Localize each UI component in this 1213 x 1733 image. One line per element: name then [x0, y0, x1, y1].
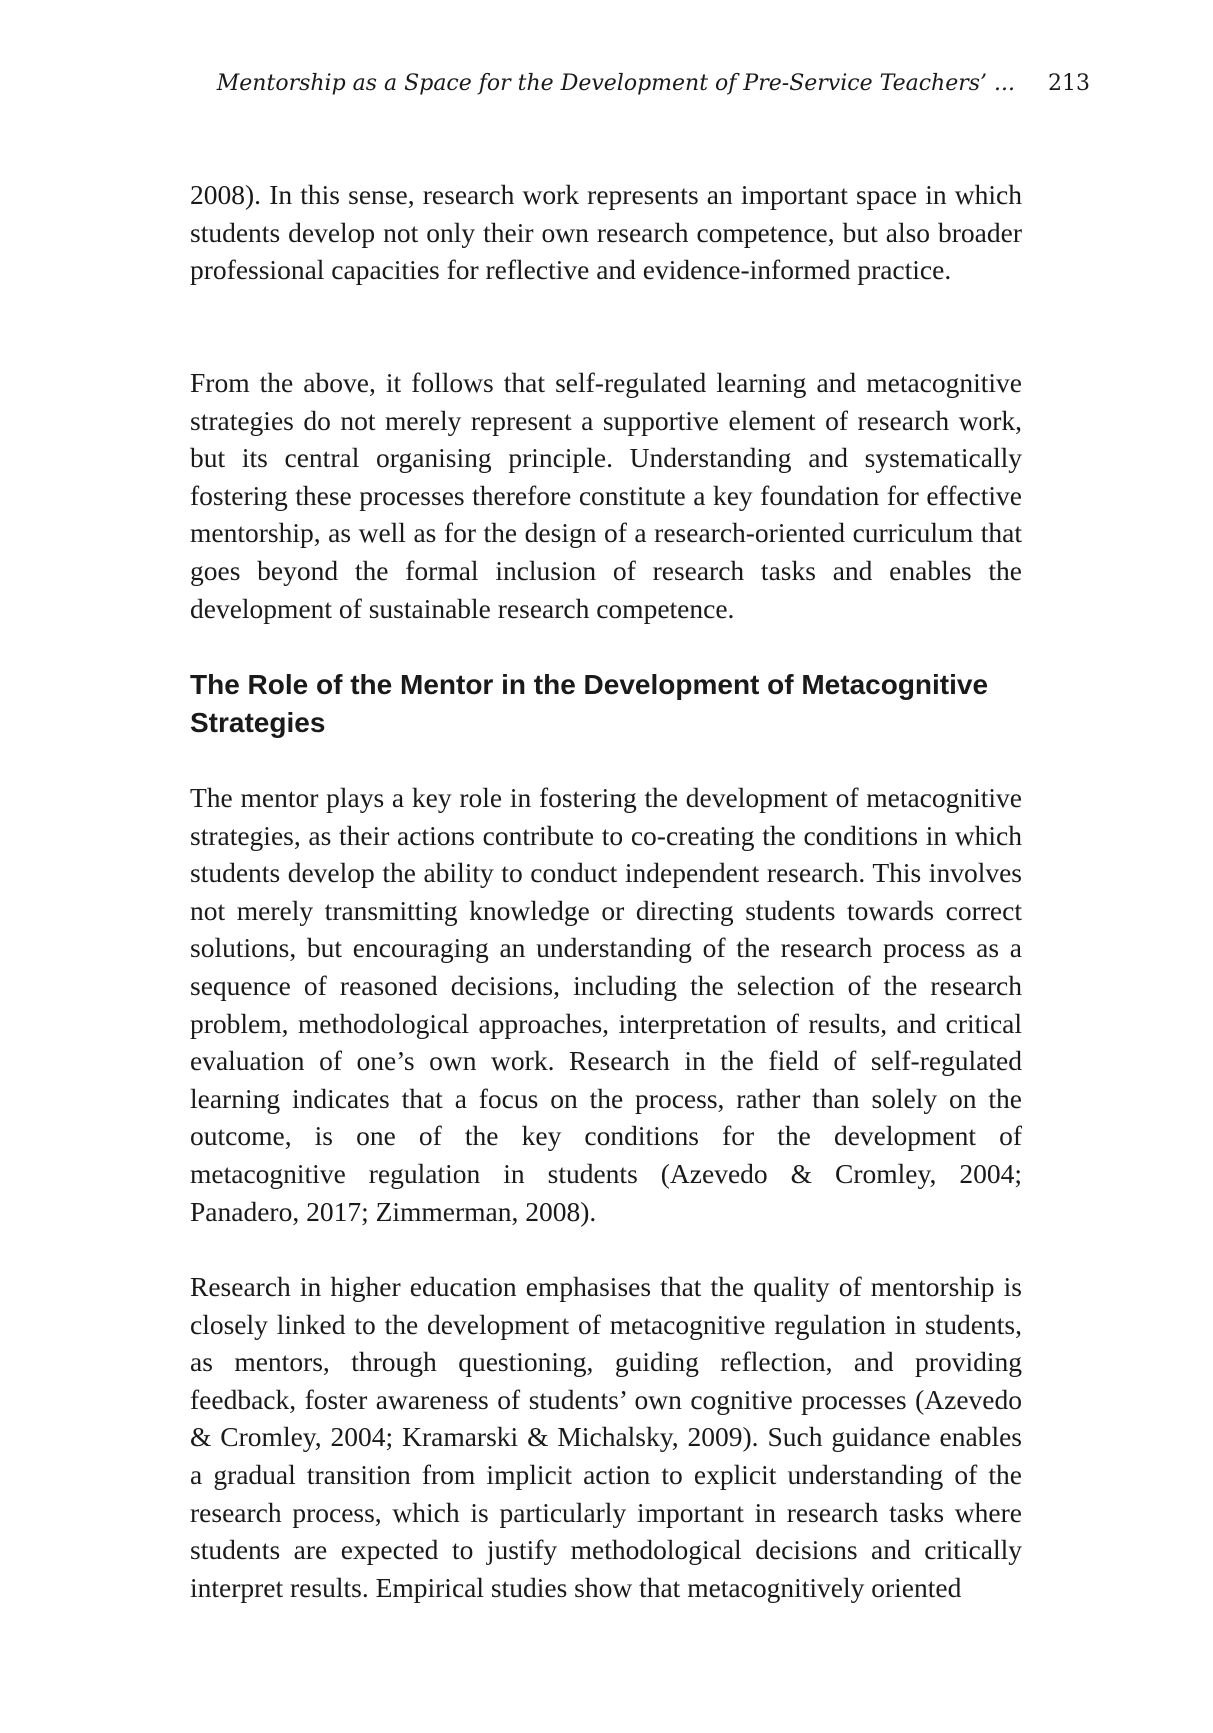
body-paragraph: From the above, it follows that self-regulated learning and metacognitive strategies do not merely represent a supportive element of research work, but its central organising principle. Understanding and systematically fostering these processes therefore constitute a key foundation for effective mentorship, as well as for the design of a research-oriented curriculum that goes beyond the formal inclusion of research tasks and enables the development of sustainable research competence. — [190, 367, 1022, 624]
body-paragraph: The mentor plays a key role in fostering the development of metacognitive strategies, as their actions contribute to co-creating the conditions in which students develop the ability to conduct independent research. This involves not merely transmitting knowledge or directing students towards correct solutions, but encouraging an understanding of the research process as a sequence of reasoned decisions, including the selection of the research problem, methodological approaches, interpretation of results, and critical evaluation of one’s own work. Research in the field of self-regulated learning indicates that a focus on the process, rather than solely on the outcome, is one of the key conditions for the development of metacognitive regulation in students (Azevedo & Cromley, 2004; Panadero, 2017; Zimmerman, 2008). — [190, 782, 1022, 1227]
body-paragraph: Research in higher education emphasises that the quality of mentorship is closely linked to the development of metacognitive regulation in students, as mentors, through questioning, guiding reflection, and providing feedback, foster awareness of students’ own cognitive processes (Azevedo & Cromley, 2004; Kramarski & Michalsky, 2009). Such guidance enables a gradual transition from implicit action to explicit understanding of the research process, which is particularly important in research tasks where students are expected to justify methodological decisions and critically interpret results. Empirical studies show that metacognitively oriented — [190, 1271, 1022, 1603]
running-title: Mentorship as a Space for the Development of Pre-Service Teachers’ ... — [216, 71, 1015, 96]
section-heading: The Role of the Mentor in the Development of Metacognitive Strategies — [190, 669, 989, 738]
running-header — [190, 66, 1090, 102]
page-number: 213 — [1048, 71, 1090, 96]
body-paragraph: 2008). In this sense, research work represents an important space in which students develop not only their own research competence, but also broader professional capacities for reflective and evidence-informed practice. — [190, 179, 1022, 286]
